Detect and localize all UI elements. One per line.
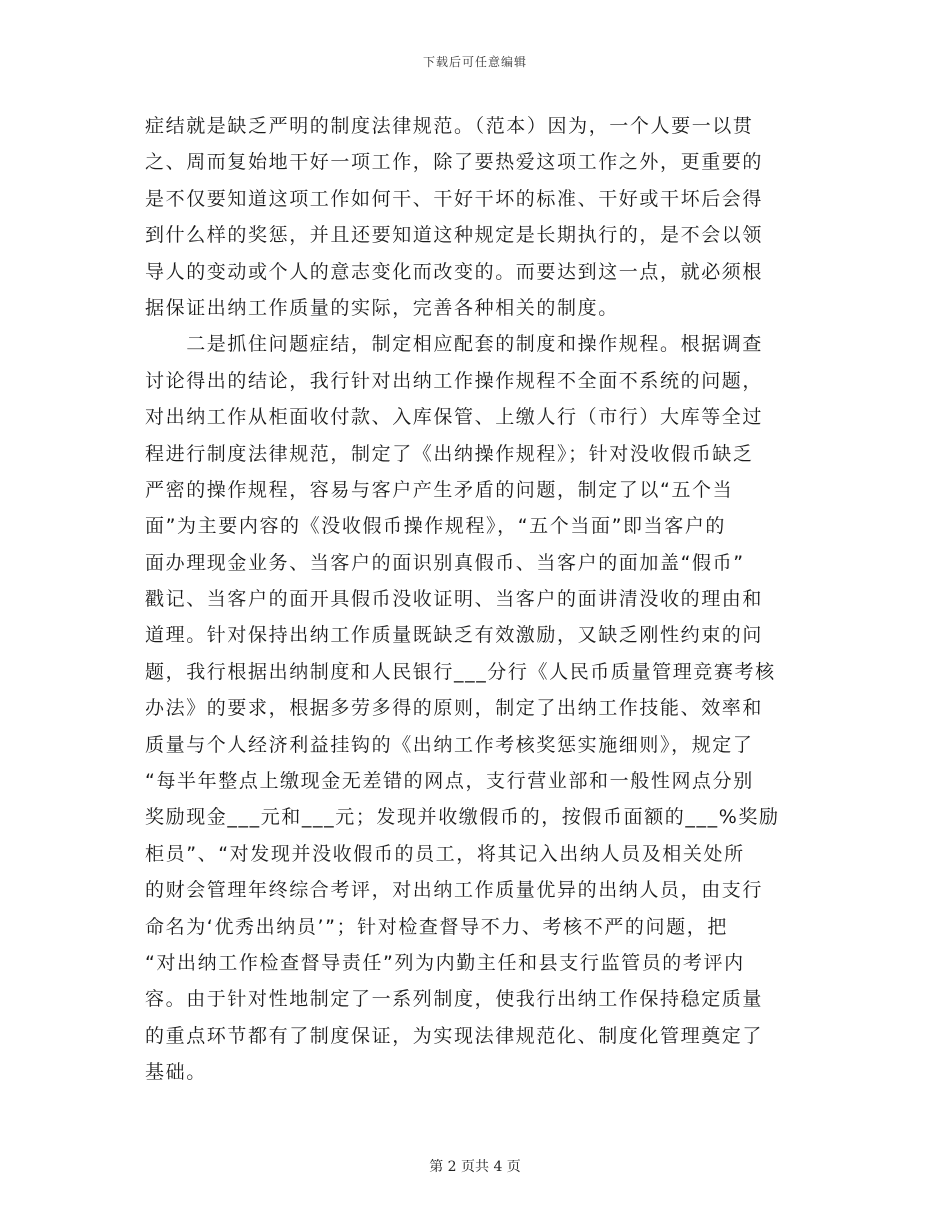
text-line: 症结就是缺乏严明的制度法律规范。（范本）因为，一个人要一以贯 (145, 115, 754, 137)
header-note: 下载后可任意编辑 (422, 55, 527, 69)
text-line: 质量与个人经济利益挂钩的《出纳工作考核奖惩实施细则》，规定了 (145, 733, 754, 756)
text-line: 二是抓住问题症结，制定相应配套的制度和操作规程。根据调查 (145, 333, 764, 356)
text-line: 导人的变动或个人的意志变化而改变的。而要达到这一点，就必须根 (145, 260, 764, 283)
text-line: 题，我行根据出纳制度和人民银行___分行《人民币质量管理竞赛考核 (145, 660, 776, 683)
text-line: 讨论得出的结论，我行针对出纳工作操作规程不全面不系统的问题， (145, 369, 764, 392)
text-line: 对出纳工作从柜面收付款、入库保管、上缴人行（市行）大库等全过 (145, 406, 764, 429)
text-line: 程进行制度法律规范，制定了《出纳操作规程》；针对没收假币缺乏 (145, 442, 754, 465)
text-line: 之、周而复始地干好一项工作，除了要热爱这项工作之外，更重要的 (145, 151, 764, 174)
page-number: 第 2 页共 4 页 (429, 1159, 521, 1175)
text-line: 据保证出纳工作质量的实际，完善各种相关的制度。 (145, 296, 619, 319)
text-line: 命名为‘优秀出纳员’”；针对检查督导不力、考核不严的问题，把 (145, 915, 728, 938)
text-line: 奖励现金___元和___元；发现并收缴假币的，按假币面额的___%奖励 (145, 806, 780, 829)
text-line: 基础。 (145, 1061, 207, 1084)
text-line: “每半年整点上缴现金无差错的网点，支行营业部和一般性网点分别 (145, 770, 754, 793)
text-line: 道理。针对保持出纳工作质量既缺乏有效激励，又缺乏刚性约束的问 (145, 624, 764, 647)
text-line: 容。由于针对性地制定了一系列制度，使我行出纳工作保持稳定质量 (145, 988, 764, 1011)
text-line: 的财会管理年终综合考评，对出纳工作质量优异的出纳人员，由支行 (145, 879, 764, 902)
text-line: “对出纳工作检查督导责任”列为内勤主任和县支行监管员的考评内 (145, 951, 745, 974)
text-line: 办法》的要求，根据多劳多得的原则，制定了出纳工作技能、效率和 (145, 697, 764, 720)
text-line: 面办理现金业务、当客户的面识别真假币、当客户的面加盖“假币” (145, 551, 745, 574)
text-line: 严密的操作规程，容易与客户产生矛盾的问题，制定了以“五个当 (145, 478, 734, 501)
text-line: 柜员”、“对发现并没收假币的员工，将其记入出纳人员及相关处所 (145, 842, 745, 865)
text-line: 面”为主要内容的《没收假币操作规程》，“五个当面”即当客户的 (145, 515, 727, 538)
text-line: 的重点环节都有了制度保证，为实现法律规范化、制度化管理奠定了 (145, 1024, 764, 1047)
document-body (145, 108, 808, 1091)
text-line: 戳记、当客户的面开具假币没收证明、当客户的面讲清没收的理由和 (145, 588, 764, 611)
text-line: 是不仅要知道这项工作如何干、干好干坏的标准、干好或干坏后会得 (145, 187, 764, 210)
text-line: 到什么样的奖惩，并且还要知道这种规定是长期执行的，是不会以领 (145, 224, 764, 247)
